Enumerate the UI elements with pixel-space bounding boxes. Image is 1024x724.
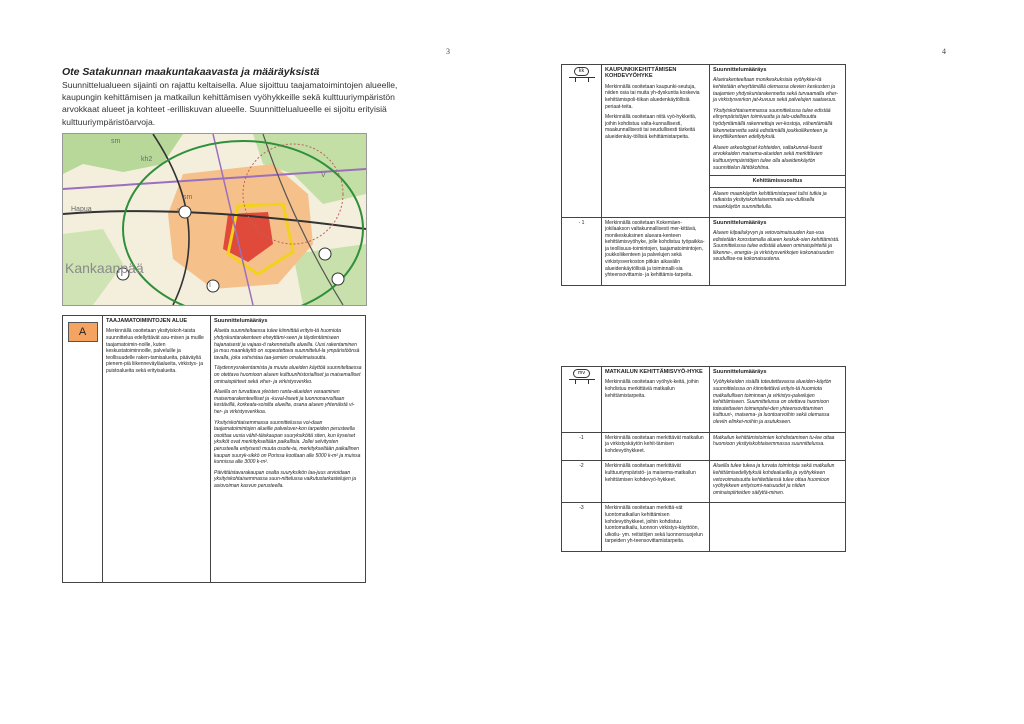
regulation-paragraph: Täydennysrakentamista ja muuta alueiden käyttöä suunniteltaessa on otettava huomioon alueen kulttuurihistorialliset ja maisemalliset ominaispiirteet sekä viher- ja virkistysverkko. — [214, 365, 362, 385]
zone-description: Merkinnällä osoitetaan vyöhyk-keitä, joihin kohdistuu merkittäviä matkailun kehittämistarpeita. — [605, 379, 699, 399]
page-number-left: 3 — [446, 47, 450, 56]
map-label: I — [177, 208, 179, 215]
regulation-table-a — [62, 315, 366, 583]
zone-heading: TAAJAMATOIMINTOJEN ALUE — [106, 318, 188, 324]
code-a-symbol: A — [68, 322, 98, 342]
mv-zone-symbol — [565, 369, 598, 384]
map-label: kh2 — [141, 156, 153, 163]
regulation-table-kk — [561, 64, 846, 286]
regulation-paragraph: Alueita suunniteltaessa tulee kiinnittää erityis-tä huomiota yhdyskuntarakenteen eheyttämi-seen ja täydentämiseen hajanaisesti ja vajaas-ti rakennetuilla alueilla. Uusi rakentaminen ja muu maankäyttö on sopeutettava suunnittelul-la ympäristöönsä tavalla, joka vahvistaa taa-jamien omaleimaisuutta. — [214, 328, 360, 361]
zone-description: Merkinnällä osoitetaan yksityiskoh-taista suunnittelua edellyttävät asu-misen ja muille taajamatoimin-noille, kuten keskustatoiminnoille, palveluille ja teollisuudelle raken-tamisalueita, pääväyliä pienem-piä liikenneväyläalueita, virkistys- ja puistoalueita sekä erityisalueita. — [106, 328, 204, 374]
regulation-paragraph: Alueen arkeologiset kohteiden, valtakunnal-lisesti arvokkaiden maisema-alueiden sekä merkittävien kulttuuriympäristöjen tulee olla alueidenkäytön suunnittelun lähtökohtina. — [713, 144, 823, 171]
code-cell — [63, 316, 103, 583]
zone-heading: MATKAILUN KEHITTÄMISVYÖ-HYKE — [605, 369, 703, 375]
page-title: Ote Satakunnan maakuntakaavasta ja määräyksistä — [62, 66, 320, 78]
regulation-heading: Suunnittelumääräys — [214, 318, 268, 324]
code-cell — [562, 65, 602, 218]
map-label: Hapua — [71, 206, 92, 213]
map-label: sm — [183, 194, 193, 201]
regulation-paragraph: Yksityiskohtaisemmassa suunnittelussa voi-daan taajamatoimintojen alueille palveluver-kon tarpeiden perusteella osoittaa uusia vähit-täiskaupan suuryksiköitä siten, kun kyseiset yksiköt ovat merkitykseltään paikallisia. Jollei selvitysten perusteella erityisesti muuta osoite-ta, merkitykseltään paikallinen kaupan suuryk-sikkö on Porissa kooltaan alle 5000 k-m² ja muissa kunnissa alle 3000 k-m². — [214, 419, 361, 466]
table-row — [63, 316, 366, 583]
map-label: I — [209, 282, 211, 289]
row-number: -1 — [562, 432, 602, 461]
regulation-paragraph: Alueilla on turvattava yleisten ranta-alueiden varaaminen maisemarakenteelliset ja -kuval-liseeti ja luonnonarvoiltaan kestävillä, korkeata-soisilta alueilta, osana alueen yhtenäistä vi-her- ja virkistysverkkoa. — [214, 389, 355, 415]
regulation-paragraph: Yksityiskohtaisemmassa suunnittelussa tulee edistää elinympäristöjen toimivuutta ja talo-udellisuutta hyödyntämällä rakennettuja ver-kostoja, vähentämällä liikennetarvetta sekä edistämällä joukkoliikenteen ja kevyttliikenteen edellytyksiä. — [713, 107, 833, 141]
code-cell — [562, 367, 602, 433]
map-label: Kankaanpää — [65, 260, 144, 276]
regulation-cell — [710, 432, 846, 461]
regulation-cell — [710, 503, 846, 552]
zone-description: Merkinnällä osoitetaan merkittä-vät luontomatkailun kehittämisen kohdevyöhykkeet, joihin kohdistuu luontomatkailu, luonnon virkistys-käyttöön, ulkoilu- ym. reitistöjen sekä luonnonsuojelun tarpeiden yh-teensovittamistarpeita. — [605, 505, 703, 545]
zone-description: Merkinnällä osoitetaan merkittävät kulttuuriympäristö- ja maisema-matkailun kehittämisen kohdevyö-hykkeet. — [605, 463, 696, 483]
row-number: - 1 — [562, 217, 602, 285]
table-row — [562, 432, 846, 461]
description-cell — [602, 503, 710, 552]
row-number: -2 — [562, 461, 602, 503]
zone-description: Merkinnällä osoitetaan niitä vyö-hykkeitä, joihin kohdistuu valta-kunnallisesti, maakunnallisesti tai seudullisesti tärkeitä alueidenkäy-töllisiä kehittämistarpeita. — [605, 114, 697, 140]
regulation-heading: Suunnittelumääräys — [713, 67, 767, 73]
regulation-paragraph: Alueirakenteeltaan monikeskuksisia vyöhykkei-tä kehitetään eheyttämällä olemassa olevien keskusten ja taajamien yhdyskuntarakennetta sekä turvaamalla viher- ja virkistysverkon jat-kuvuus sekä palvelujen saatavuus. — [713, 77, 838, 104]
regulation-cell — [710, 461, 846, 503]
table-row — [562, 217, 846, 285]
regulation-paragraph: Alueilla tulee tukea ja turvata toimintoja sekä matkailun kehittämisedellytyksiä kohdealueilla ja vyöhykkeen vetovoimaisuutta kehitettäessä tulee ottaa huomioon vyöhykkeen erityisomi-naisuudet ja niiden ominaispiirteiden säilyttä-minen. — [713, 463, 835, 496]
table-row — [562, 65, 846, 218]
zone-description: Merkinnällä osoitetaan merkittävät matkailun ja virkistyskäytön kehit-tämisen kohdevyöhykkeet. — [605, 434, 704, 454]
regulation-paragraph: Matkailun kehittämistoimien kohdistaminen tu-lee ottaa huomioon yksityiskohtaisemmassa suunnittelussa. — [713, 434, 835, 448]
kk-code: kk — [574, 67, 589, 76]
recommendation-paragraph: Alueen maankäytön kehittämistarpeet tulisi tutkia ja ratkaista yksityiskohtaisemmalla seu-dullisella maankäytön suunnittelulla. — [713, 190, 827, 210]
description-cell — [602, 367, 710, 433]
regulation-table-mv — [561, 366, 846, 552]
regulation-cell — [710, 367, 846, 433]
regulation-heading: Suunnittelumääräys — [713, 219, 767, 226]
zone-heading: KAUPUNKIKEHITTÄMISEN KOHDEVYÖHYKE — [605, 67, 677, 80]
kk-zone-symbol — [565, 67, 598, 82]
table-row — [562, 367, 846, 433]
regulation-paragraph: Päivittäistavarakaupan osalta suuryksikön laa-juus arvioidaan yksityiskohtaisemmassa suun-nittelussa vaikutustarkastelujen ja asiovoiman kasvun perusteella. — [214, 469, 357, 489]
page-number-right: 4 — [942, 47, 946, 56]
description-cell — [602, 432, 710, 461]
description-cell — [602, 461, 710, 503]
description-cell — [602, 65, 710, 218]
map-graphic — [63, 134, 366, 305]
intro-paragraph: Suunnittelualueen sijainti on rajattu keltaisella. Alue sijoittuu taajamatoimintojen alueelle, kaupungin kehittämisen ja matkailun kehittämisen vyöhykkeille sekä kulttuuriympäristön arvokkaat alueet ja kohteet -erilliskuvan alueelle. Suunnittelualueelle ei sijoitu erityisiä kulttuuriympäristöarvoja. — [62, 80, 398, 127]
regulation-paragraph: Alueen kilpailukyvyn ja vetovoimaisuuden kas-vua edistetään korostamalla alueen keskuk-sien kehittämistä. Suunnittelussa tulee edistää alueen ominaispiirteitä ja liikenne-, energia- ja virkistysverkkojen kokonaisuuden seudullise-na kokonaisuutena. — [713, 229, 840, 263]
regulation-heading: Suunnittelumääräys — [713, 369, 767, 375]
description-cell — [103, 316, 211, 583]
zone-description: Merkinnällä osoitetaan Kokemäen-jokilaakson valtakunnallisesti mer-kittävä, monikeskuksinen alueara-kenteen kehittämisvyöhyke, jolle kohdistuu työpaikka- ja teollisuus-toimintojen, taajamatoimintojen, joukkoliikenteen ja palvelujen sekä virkistysverkoston pitkän aikavälin alueidenkäytöllisiä ja toiminnalli-sia yhteensovittamis- ja kehittämis-tarpeita. — [605, 219, 705, 279]
table-row — [562, 503, 846, 552]
regulation-cell — [710, 65, 846, 218]
map-label: sm — [111, 138, 121, 145]
table-row — [562, 461, 846, 503]
zone-description: Merkinnällä osoitetaan kaupunki-seutuja, niiden osia tai muita yh-dyskuntia koskevia kehittämispoli-tiikan aluedenkäytöllisiä periaat-teita. — [605, 83, 700, 110]
regulation-cell — [710, 217, 846, 285]
mv-code: mv — [573, 369, 590, 378]
row-number: -3 — [562, 503, 602, 552]
map-label: V — [321, 172, 326, 179]
regulation-paragraph: Vyöhykkeiden sisällä toteutettavassa alueiden-käytön suunnittelussa on kiinnitettävä erityis-tä huomiota matkailullisen toiminnan ja virkistys-palvelujen kehittämiseen. Suunnittelussa on otettava huomioon toteutettavien toimenpitei-den yhteensovittaminen kulttuuri-, maisema- ja luontoarvoihin sekä olemassa oleviin elinkei-noihin ja asutukseen. — [713, 379, 832, 425]
description-cell — [602, 217, 710, 285]
recommendation-heading: Kehittämissuositus — [710, 175, 845, 188]
regulation-cell — [211, 316, 366, 583]
plan-map-excerpt — [62, 133, 367, 306]
